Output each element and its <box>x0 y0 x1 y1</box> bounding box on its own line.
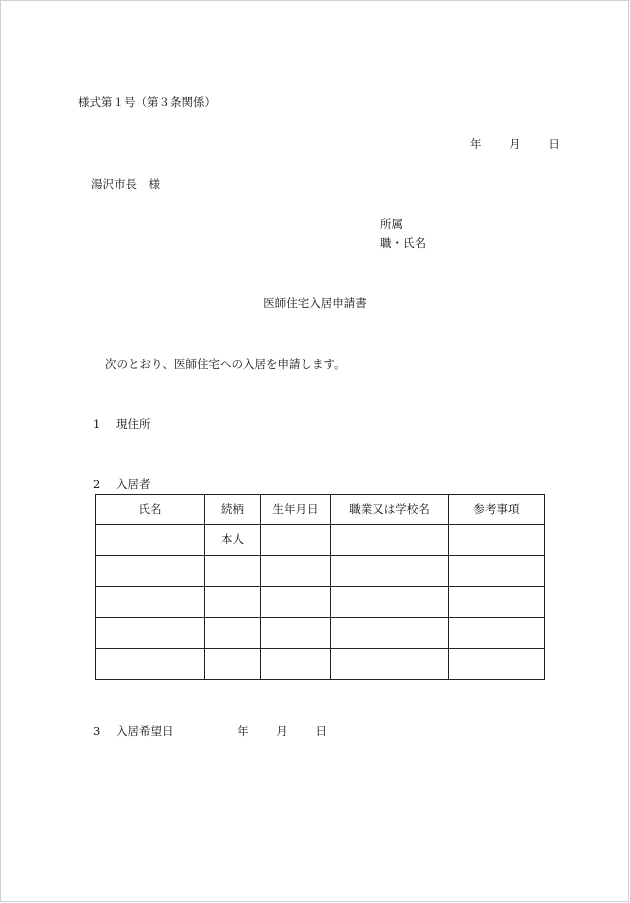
table-row <box>96 587 545 618</box>
cell-name[interactable] <box>96 525 205 556</box>
table-row <box>96 618 545 649</box>
desired-day: 日 <box>315 724 327 738</box>
header-name: 氏名 <box>96 495 205 525</box>
cell-birthdate[interactable] <box>261 525 331 556</box>
cell-birthdate[interactable] <box>261 556 331 587</box>
document-title: 医師住宅入居申請書 <box>263 296 367 310</box>
desired-year: 年 <box>237 724 249 738</box>
cell-occupation[interactable] <box>331 556 449 587</box>
section-number: 1 <box>93 417 101 431</box>
date-month: 月 <box>509 137 521 151</box>
section-number: 2 <box>93 477 101 491</box>
application-date <box>470 139 560 151</box>
cell-name[interactable] <box>96 649 205 680</box>
section-desired-date <box>93 726 327 738</box>
cell-occupation[interactable] <box>331 649 449 680</box>
table-row <box>96 556 545 587</box>
cell-notes[interactable] <box>449 618 545 649</box>
table-row <box>96 649 545 680</box>
header-notes: 参考事項 <box>449 495 545 525</box>
cell-name[interactable] <box>96 556 205 587</box>
cell-birthdate[interactable] <box>261 649 331 680</box>
cell-occupation[interactable] <box>331 587 449 618</box>
header-birthdate: 生年月日 <box>261 495 331 525</box>
section-current-address <box>93 419 150 431</box>
date-day: 日 <box>548 137 560 151</box>
section-label: 入居者 <box>115 477 151 491</box>
header-occupation: 職業又は学校名 <box>331 495 449 525</box>
cell-notes[interactable] <box>449 649 545 680</box>
date-year: 年 <box>470 137 482 151</box>
cell-birthdate[interactable] <box>261 618 331 649</box>
affiliation-label: 所属 <box>380 217 403 231</box>
cell-occupation[interactable] <box>331 525 449 556</box>
desired-month: 月 <box>276 724 288 738</box>
section-number: 3 <box>93 724 101 738</box>
cell-name[interactable] <box>96 618 205 649</box>
cell-relationship: 本人 <box>205 525 261 556</box>
cell-relationship[interactable] <box>205 587 261 618</box>
cell-notes[interactable] <box>449 525 545 556</box>
position-name-label: 職・氏名 <box>380 236 426 250</box>
section-residents <box>93 479 150 491</box>
cell-notes[interactable] <box>449 556 545 587</box>
cell-notes[interactable] <box>449 587 545 618</box>
residents-table <box>95 494 545 680</box>
table-header-row <box>96 495 545 525</box>
cell-relationship[interactable] <box>205 618 261 649</box>
header-relationship: 続柄 <box>205 495 261 525</box>
form-number: 様式第１号（第３条関係） <box>78 95 216 109</box>
cell-relationship[interactable] <box>205 556 261 587</box>
addressee: 湯沢市長 様 <box>91 177 160 191</box>
table-row <box>96 525 545 556</box>
section-label: 現住所 <box>115 417 151 431</box>
cell-name[interactable] <box>96 587 205 618</box>
intro-text: 次のとおり、医師住宅への入居を申請します。 <box>105 357 346 371</box>
cell-occupation[interactable] <box>331 618 449 649</box>
section-label: 入居希望日 <box>115 724 174 738</box>
cell-birthdate[interactable] <box>261 587 331 618</box>
cell-relationship[interactable] <box>205 649 261 680</box>
